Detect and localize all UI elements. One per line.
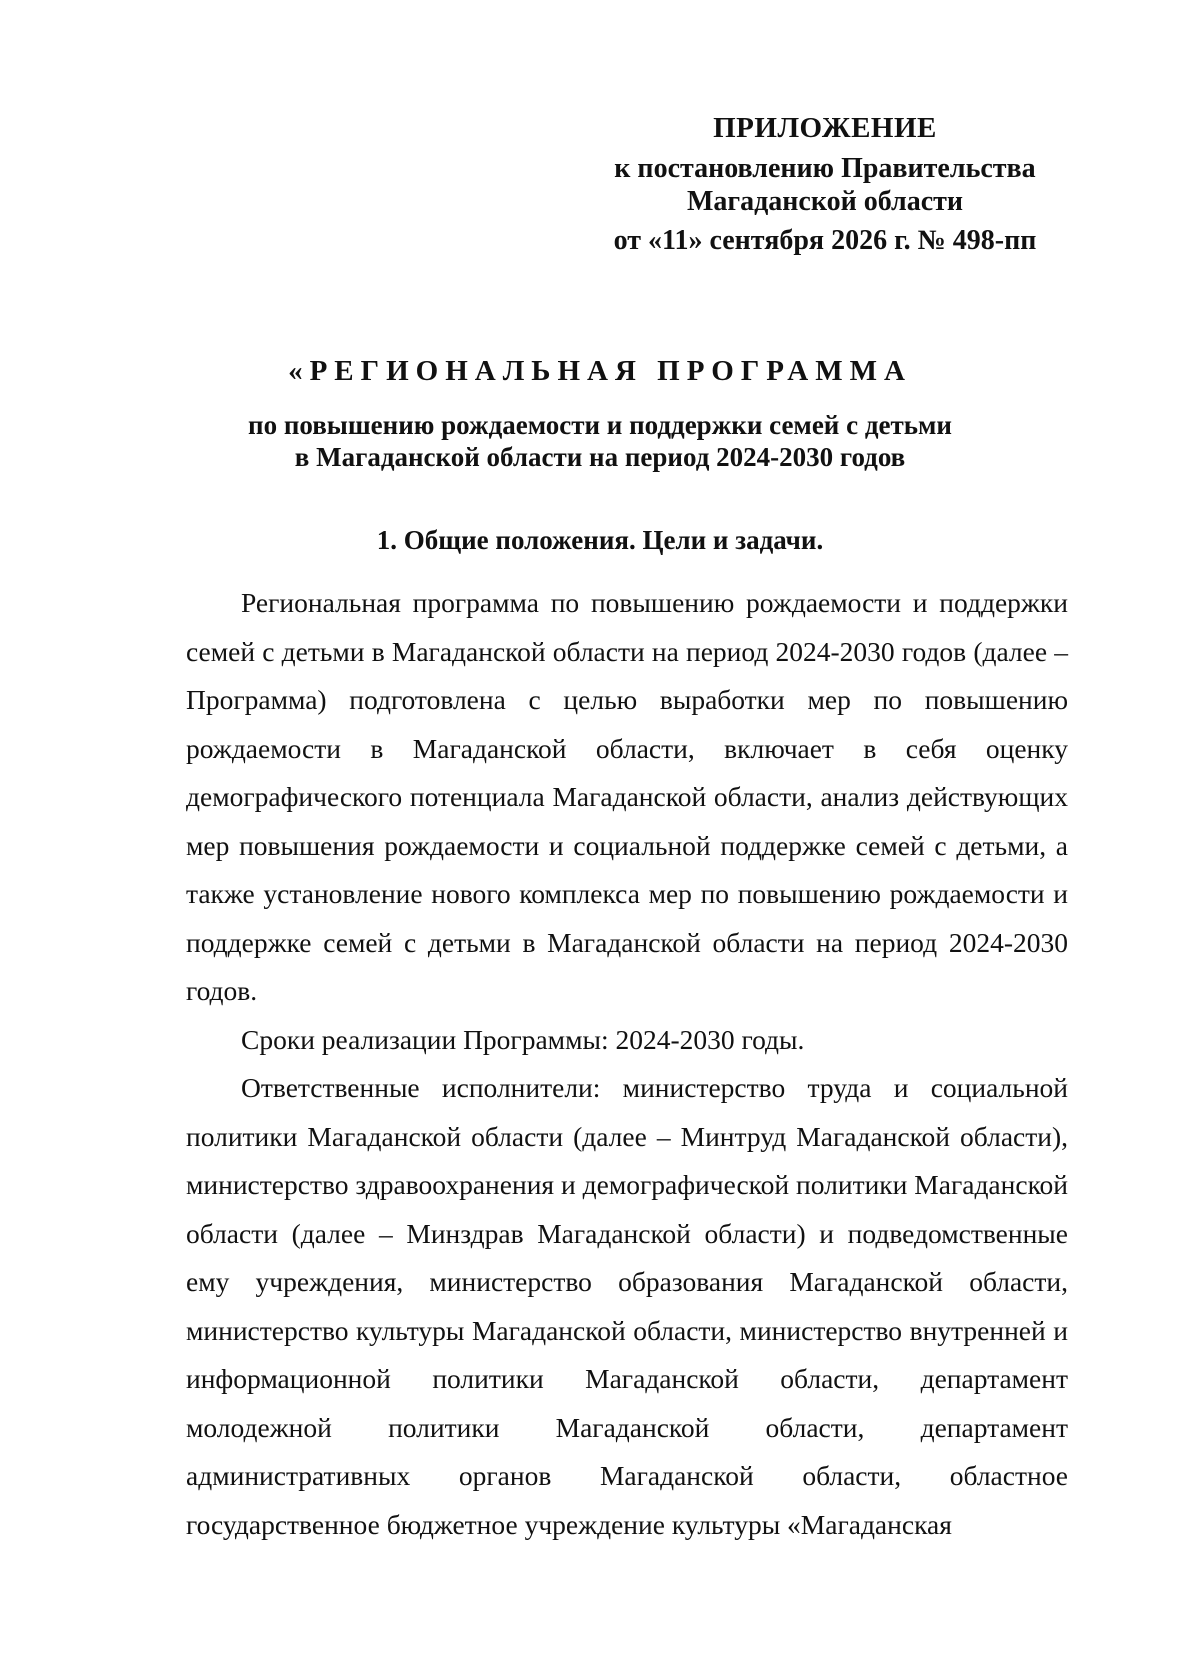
- appendix-date: от «11» сентября 2026 г. № 498-пп: [613, 225, 1037, 256]
- section-heading: 1. Общие положения. Цели и задачи.: [376, 525, 824, 555]
- paragraph-implementation-period: Сроки реализации Программы: 2024-2030 годы.: [241, 1023, 805, 1055]
- appendix-reference: [600, 152, 1050, 218]
- appendix-reference-line-2: Магаданской области: [686, 186, 964, 217]
- program-subtitle-line-1: по повышению рождаемости и поддержки семей с детьми: [248, 410, 952, 440]
- appendix-title: ПРИЛОЖЕНИЕ: [713, 112, 937, 144]
- appendix-reference-line-1: к постановлению Правительства: [614, 153, 1036, 184]
- program-subtitle-line-2: в Магаданской области на период 2024-2030 годов: [294, 442, 906, 472]
- section-body: [186, 579, 1068, 1549]
- paragraph-program-purpose: Региональная программа по повышению рождаемости и поддержки семей с детьми в Магаданской области на период 2024-2030 годов (далее – Программа) подготовлена с целью выработки мер по повышению рождаемости в Магаданской области, включает в себя оценку демографического потенциала Магаданской области, анализ действующих мер повышения рождаемости и социальной поддержке семей с детьми, а также установление нового комплекса мер по повышению рождаемости и поддержке семей с детьми в Магаданской области на период 2024-2030 годов.: [186, 587, 1068, 1006]
- paragraph-responsible-executors: Ответственные исполнители: министерство труда и социальной политики Магаданской области (далее – Минтруд Магаданской области), министерство здравоохранения и демографической политики Магаданской области (далее – Минздрав Магаданской области) и подведомственные ему учреждения, министерство образования Магаданской области, министерство культуры Магаданской области, министерство внутренней и информационной политики Магаданской области, департамент молодежной политики Магаданской области, департамент административных органов Магаданской области, областное государственное бюджетное учреждение культуры «Магаданская: [186, 1072, 1068, 1540]
- program-subtitle: [150, 409, 1050, 473]
- program-title: «РЕГИОНАЛЬНАЯ ПРОГРАММА: [288, 355, 912, 387]
